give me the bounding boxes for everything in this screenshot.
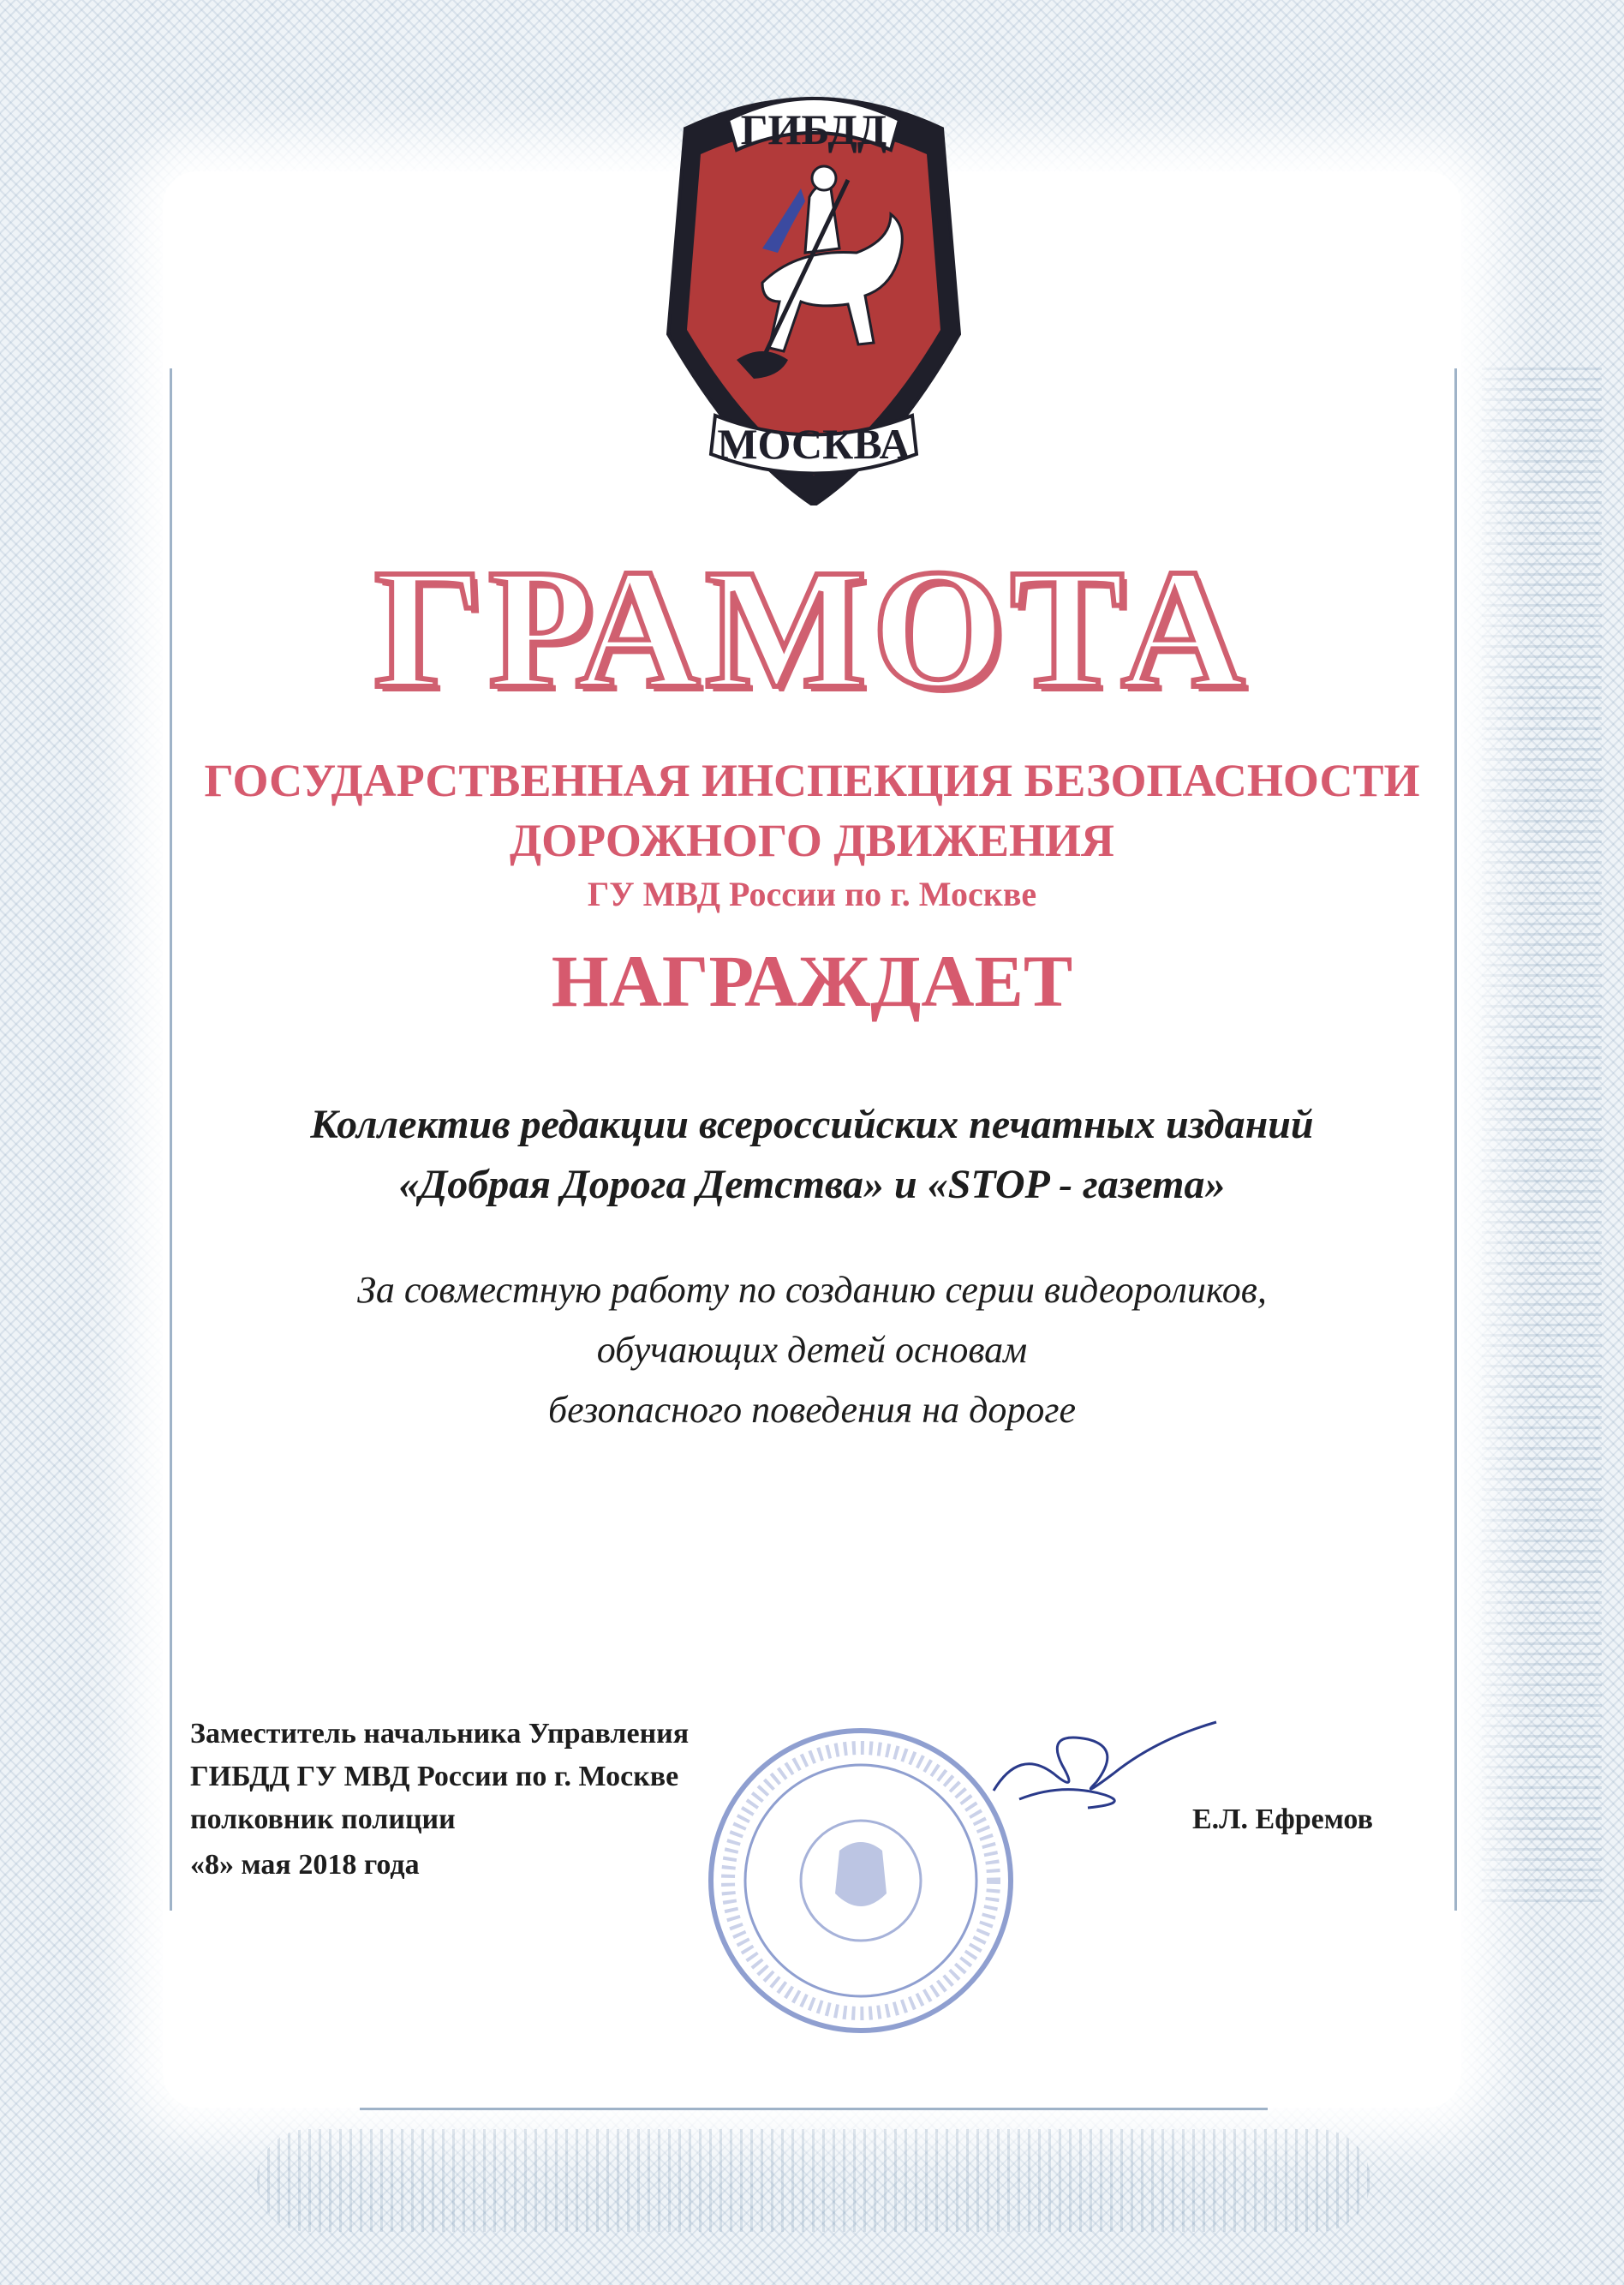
emblem-top-text: ГИБДД bbox=[740, 105, 887, 153]
signer-position-line-2: ГИБДД ГУ МВД России по г. Москве bbox=[190, 1761, 679, 1792]
organization-line-2: ДОРОЖНОГО ДВИЖЕНИЯ bbox=[510, 815, 1114, 866]
signer-rank: полковник полиции bbox=[190, 1803, 456, 1835]
signer-name: Е.Л. Ефремов bbox=[1192, 1803, 1373, 1835]
reason-line-1: За совместную работу по созданию серии видеороликов, bbox=[357, 1269, 1267, 1311]
gibdd-moscow-emblem bbox=[634, 77, 994, 505]
certificate-title: ГРАМОТА bbox=[373, 535, 1251, 724]
recipient-line-2: «Добрая Дорога Детства» и «STOP - газета» bbox=[398, 1162, 1226, 1207]
signer-position-line-1: Заместитель начальника Управления bbox=[190, 1718, 690, 1750]
official-seal-stamp bbox=[702, 1722, 1019, 2039]
handwritten-signature bbox=[985, 1714, 1225, 1816]
reason-line-2: обучающих детей основам bbox=[596, 1329, 1028, 1371]
border-rule-bottom bbox=[360, 2108, 1268, 2110]
recipient-line-1: Коллектив редакции всероссийских печатных изданий bbox=[310, 1102, 1314, 1147]
emblem-bottom-text: МОСКВА bbox=[717, 420, 911, 468]
organization-line-3: ГУ МВД России по г. Москве bbox=[587, 875, 1037, 913]
reason-line-3: безопасного поведения на дороге bbox=[547, 1389, 1077, 1431]
border-ornament-bottom bbox=[257, 2129, 1370, 2232]
awards-heading: НАГРАЖДАЕТ bbox=[551, 940, 1073, 1022]
certificate-date: «8» мая 2018 года bbox=[190, 1849, 420, 1881]
organization-line-1: ГОСУДАРСТВЕННАЯ ИНСПЕКЦИЯ БЕЗОПАСНОСТИ bbox=[204, 755, 1420, 806]
